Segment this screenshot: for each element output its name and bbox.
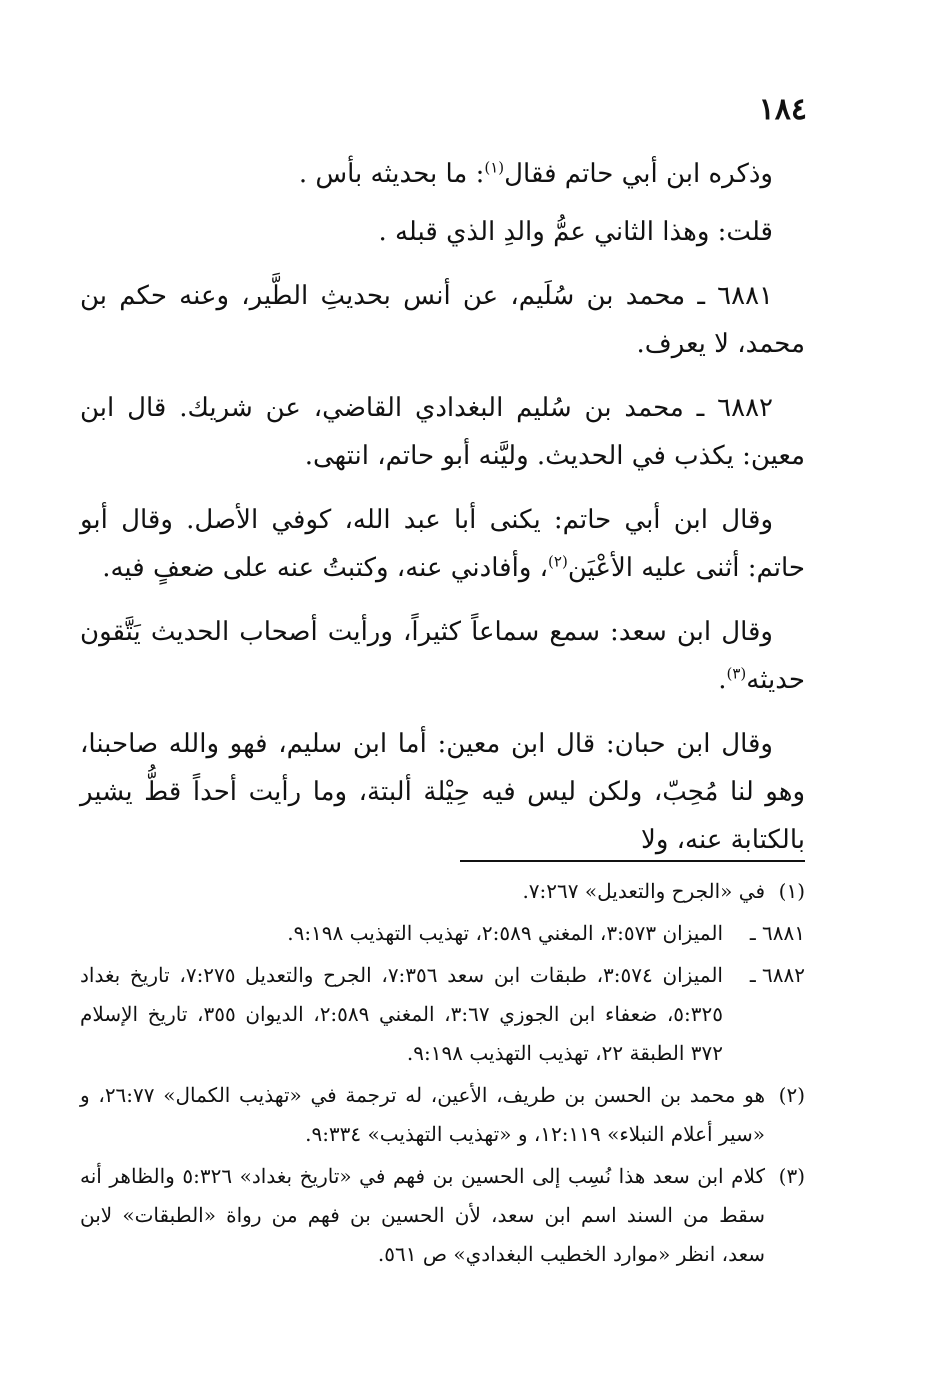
footnote-6881 bbox=[80, 914, 805, 953]
footnote-3 bbox=[80, 1157, 805, 1274]
paragraph-6 bbox=[80, 608, 805, 704]
paragraph-text: ٦٨٨٢ ـ محمد بن سُليم البغدادي القاضي، عن شريك. قال ابن معين: يكذب في الحديث. وليَّنه أبو حاتم، انتهى. bbox=[80, 393, 805, 471]
footnote-marker-1: (١) bbox=[484, 158, 505, 177]
page-number: ١٨٤ bbox=[758, 92, 807, 127]
footnotes bbox=[80, 872, 805, 1277]
footnote-1 bbox=[80, 872, 805, 911]
paragraph-text: وذكره ابن أبي حاتم فقال bbox=[504, 159, 773, 189]
footnote-label: (٢) bbox=[778, 1083, 805, 1107]
footnote-text: الميزان ٣:٥٧٣، المغني ٢:٥٨٩، تهذيب التهذيب ٩:١٩٨. bbox=[287, 921, 723, 945]
footnote-text: كلام ابن سعد هذا نُسِب إلى الحسين بن فهم في «تاريخ بغداد» ٥:٣٢٦ والظاهر أنه سقط من السند اسم ابن سعد، لأن الحسين بن فهم من رواة «الطبقات» لابن سعد، انظر «موارد الخطيب البغدادي» ص ٥٦١. bbox=[80, 1164, 765, 1266]
footnote-marker-2: (٢) bbox=[548, 552, 568, 571]
paragraph-text: وقال ابن أبي حاتم: يكنى أبا عبد الله، كوفي الأصل. وقال أبو حاتم: أثنى عليه الأعْيَن bbox=[80, 505, 805, 583]
footnote-text: الميزان ٣:٥٧٤، طبقات ابن سعد ٧:٣٥٦، الجرح والتعديل ٧:٢٧٥، تاريخ بغداد ٥:٣٢٥، ضعفاء ابن الجوزي ٣:٦٧، المغني ٢:٥٨٩، الديوان ٣٥٥، تاريخ الإسلام ٣٧٢ الطبقة ٢٢، تهذيب التهذيب ٩:١٩٨. bbox=[80, 963, 723, 1065]
main-text bbox=[80, 150, 805, 880]
footnote-2 bbox=[80, 1076, 805, 1154]
paragraph-text: : ما بحديثه بأس . bbox=[298, 159, 485, 189]
footnote-divider bbox=[460, 860, 805, 862]
footnote-label: ٦٨٨٢ ـ bbox=[749, 963, 805, 987]
paragraph-text: وقال ابن حبان: قال ابن معين: أما ابن سليم، فهو والله صاحبنا، وهو لنا مُحِبّ، ولكن ليس فيه حِيْلة ألبتة، وما رأيت أحداً قطُّ يشير بالكتابة عنه، ولا bbox=[80, 729, 805, 855]
paragraph-1 bbox=[80, 150, 805, 198]
paragraph-text: . bbox=[718, 665, 727, 695]
footnote-label: (١) bbox=[778, 879, 805, 903]
paragraph-7 bbox=[80, 720, 805, 864]
paragraph-text: ٦٨٨١ ـ محمد بن سُلَيم، عن أنس بحديثِ الطَّير، وعنه حكم بن محمد، لا يعرف. bbox=[80, 281, 805, 359]
footnote-marker-3: (٣) bbox=[726, 664, 747, 683]
footnote-label: (٣) bbox=[778, 1164, 805, 1188]
paragraph-2 bbox=[80, 208, 805, 256]
entry-6881 bbox=[80, 272, 805, 368]
paragraph-5 bbox=[80, 496, 805, 592]
footnote-text: هو محمد بن الحسن بن طريف، الأعين، له ترجمة في «تهذيب الكمال» ٢٦:٧٧، و «سير أعلام النبلاء» ١٢:١١٩، و «تهذيب التهذيب» ٩:٣٣٤. bbox=[80, 1083, 765, 1146]
entry-6882 bbox=[80, 384, 805, 480]
paragraph-text: قلت: وهذا الثاني عمُّ والدِ الذي قبله . bbox=[378, 217, 773, 247]
paragraph-text: ، وأفادني عنه، وكتبتُ عنه على ضعفٍ فيه. bbox=[102, 553, 549, 583]
paragraph-text: وقال ابن سعد: سمع سماعاً كثيراً، ورأيت أصحاب الحديث يَتَّقون حديثه bbox=[80, 617, 805, 695]
footnote-text: في «الجرح والتعديل» ٧:٢٦٧. bbox=[522, 879, 765, 903]
footnote-label: ٦٨٨١ ـ bbox=[749, 921, 805, 945]
footnote-6882 bbox=[80, 956, 805, 1073]
